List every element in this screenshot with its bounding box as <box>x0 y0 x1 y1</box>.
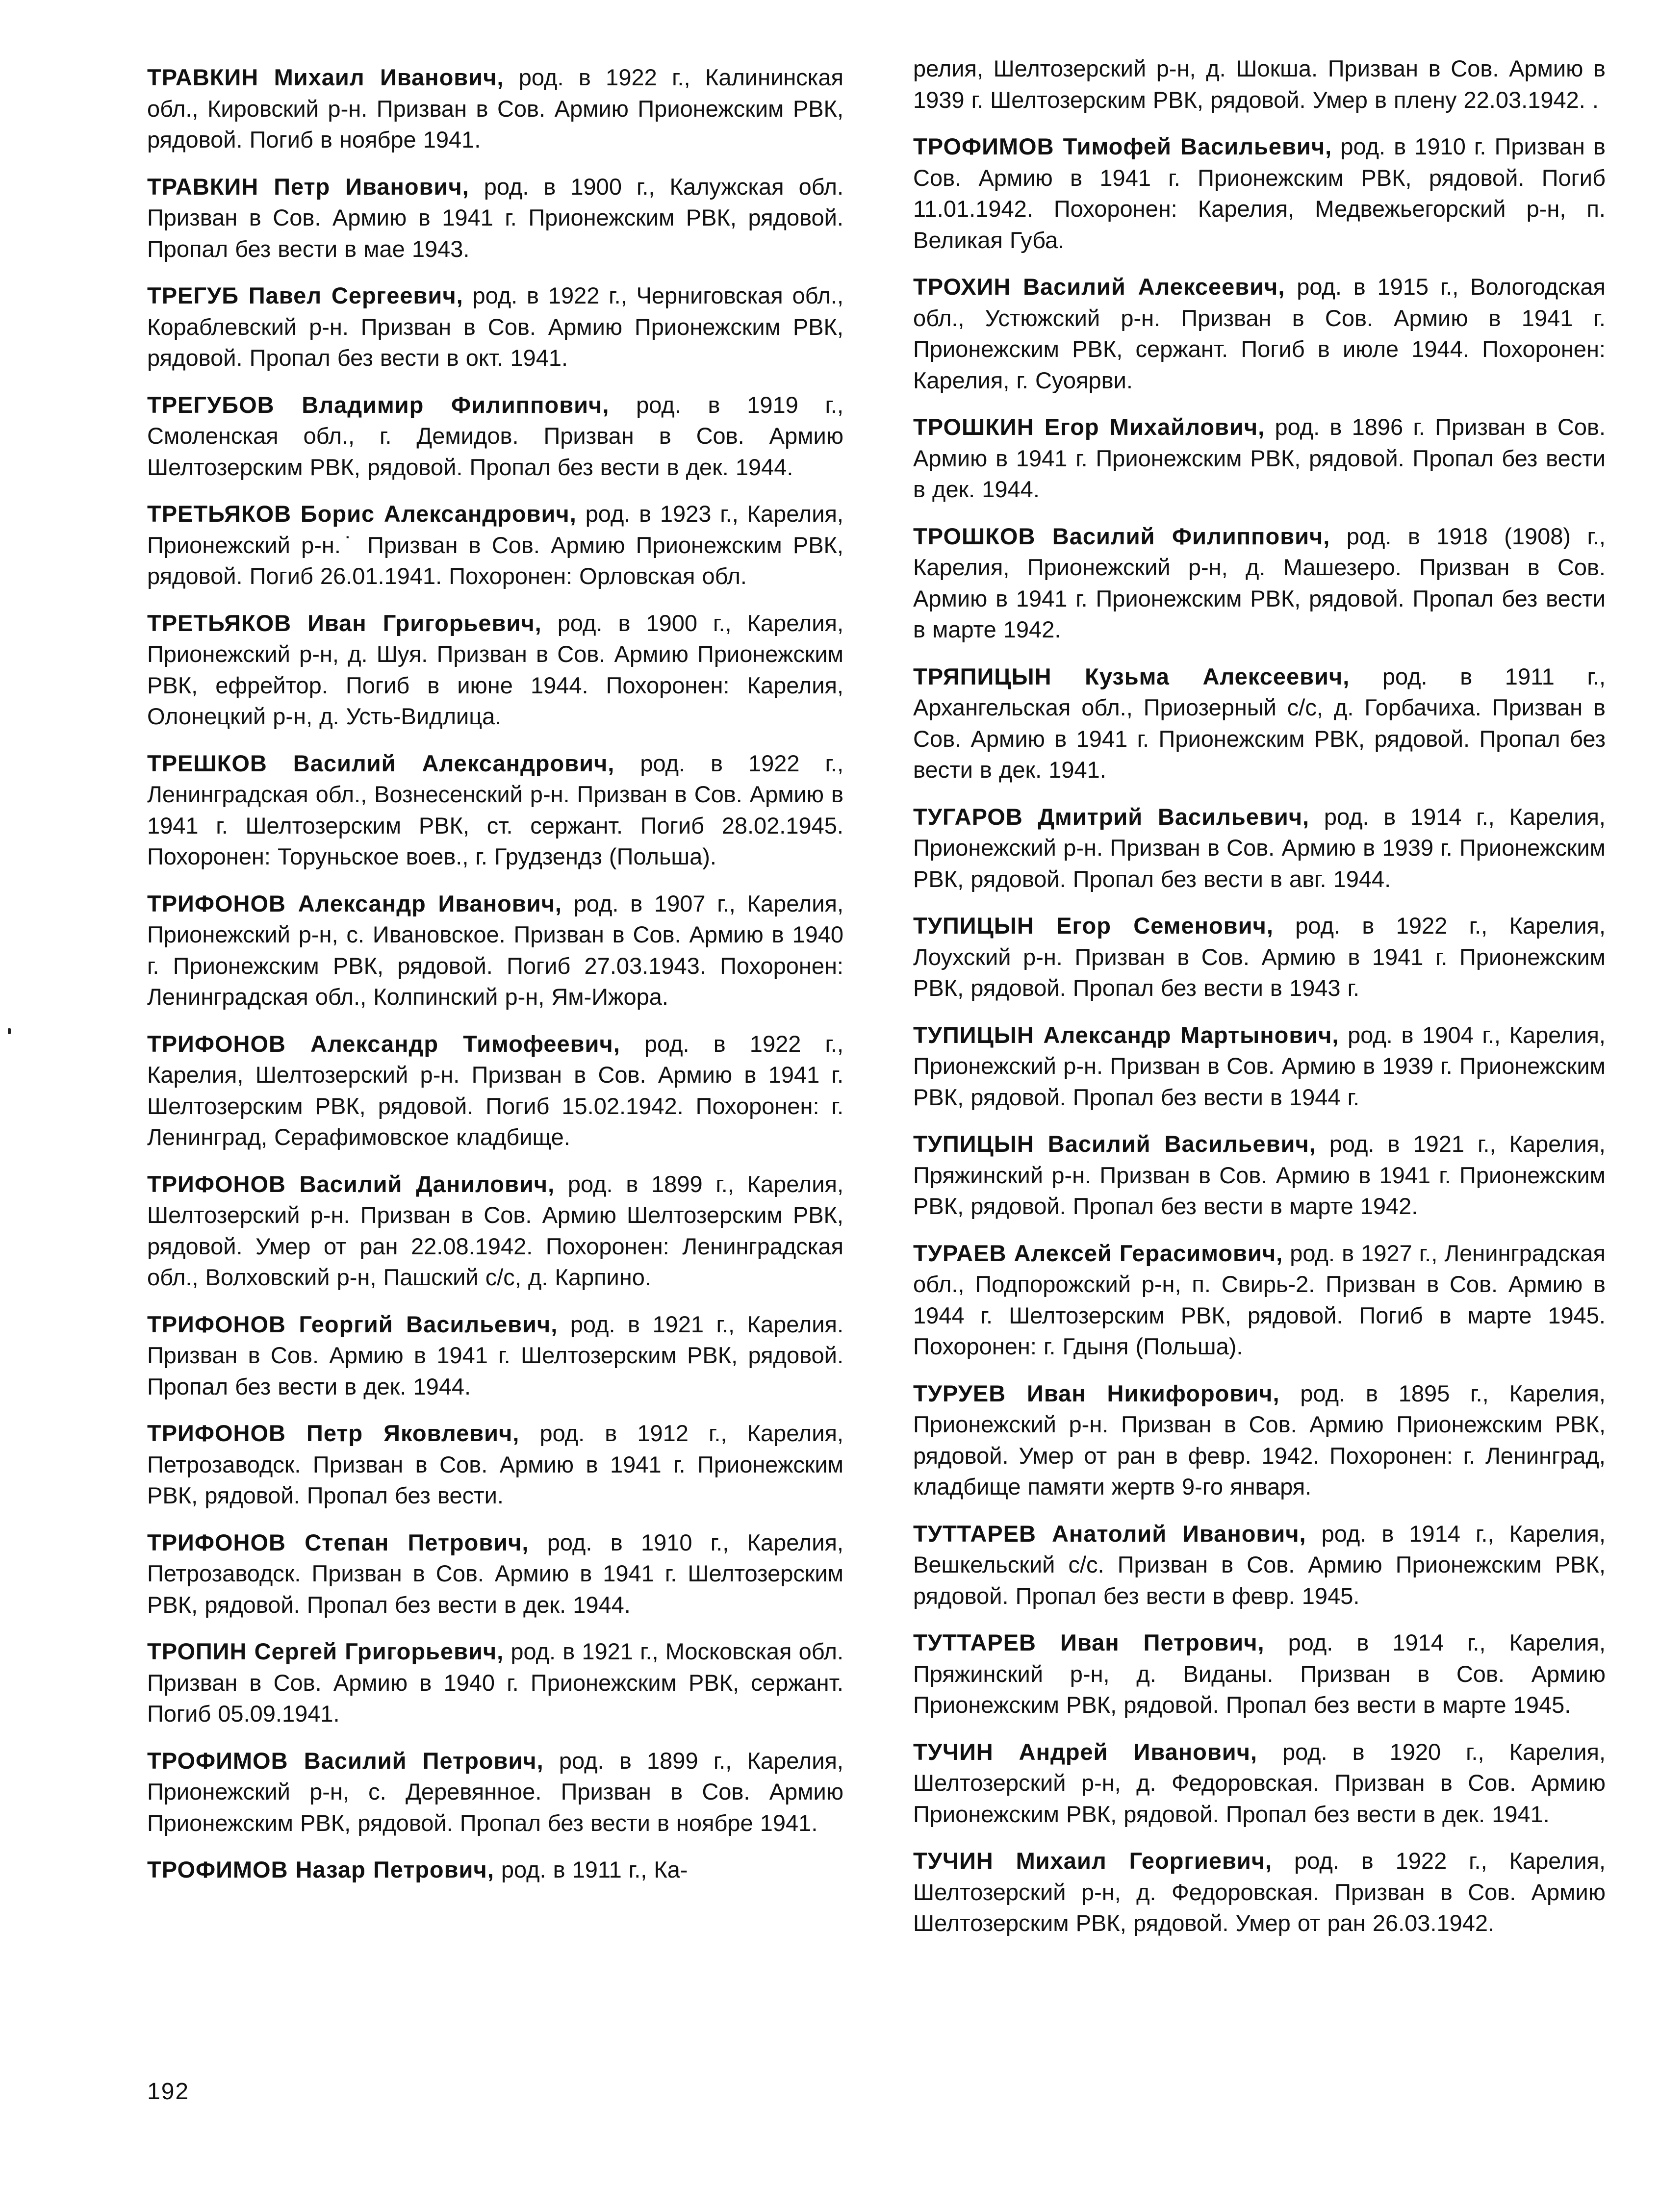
person-name: ТРАВКИН Михаил Иванович, <box>147 64 504 90</box>
biography-entry <box>913 1378 1606 1502</box>
biography-entry <box>913 1238 1606 1362</box>
person-name: ТРИФОНОВ Александр Тимофеевич, <box>147 1030 620 1057</box>
person-name: ТРОФИМОВ Тимофей Васильевич, <box>913 133 1332 159</box>
person-name: ТРОШКОВ Василий Филиппович, <box>913 523 1330 549</box>
person-bio: род. в 1895 г., Карелия, Прионежский р-н. Призван в Сов. Армию Прионежским РВК, рядовой. Умер от ран в февр. 1942. Похоронен: г. Ленинград, кладбище памяти жертв 9-го января. <box>913 1380 1606 1500</box>
person-name: ТРЕТЬЯКОВ Иван Григорьевич, <box>147 610 542 636</box>
biography-entry <box>913 801 1606 895</box>
biography-entry <box>147 62 843 155</box>
biography-entry <box>147 389 843 483</box>
biography-entry <box>913 661 1606 786</box>
person-bio: релия, Шелтозерский р-н, д. Шокша. Призван в Сов. Армию в 1939 г. Шелтозерским РВК, рядовой. Умер в плену 22.03.1942. . <box>913 55 1606 113</box>
biography-entry <box>913 1627 1606 1721</box>
person-bio: род. в 1907 г., Карелия, Прионежский р-н, с. Ивановское. Призван в Сов. Армию в 1940 г. Прионежским РВК, рядовой. Погиб 27.03.1943. Похоронен: Ленинградская обл., Колпинский р-н, Ям-Ижора. <box>147 890 844 1010</box>
person-name: ТРЕГУБ Павел Сергеевич, <box>147 282 463 308</box>
biography-entry <box>147 280 843 374</box>
person-bio: род. в 1914 г., Карелия, Прионежский р-н. Призван в Сов. Армию в 1939 г. Прионежским РВК, рядовой. Пропал без вести в авг. 1944. <box>913 803 1606 892</box>
person-bio: род. в 1922 г., Калининская обл., Кировский р-н. Призван в Сов. Армию Прионежским РВК, рядовой. Погиб в ноябре 1941. <box>147 64 843 153</box>
biography-entry <box>913 1736 1606 1830</box>
biography-entry <box>913 1518 1606 1612</box>
biography-entry <box>913 271 1606 396</box>
biography-entry <box>147 1636 843 1729</box>
person-bio: род. в 1922 г., Карелия, Шелтозерский р-н. Призван в Сов. Армию в 1941 г. Шелтозерским РВК, рядовой. Погиб 15.02.1942. Похоронен: г. Ленинград, Серафимовское кладбище. <box>147 1030 843 1150</box>
person-bio: род. в 1911 г., Ка- <box>501 1856 688 1882</box>
person-bio: род. в 1900 г., Карелия, Прионежский р-н, д. Шуя. Призван в Сов. Армию Прионежским РВК, ефрейтор. Погиб в июне 1944. Похоронен: Карелия, Олонецкий р-н, д. Усть-Видлица. <box>147 610 844 729</box>
person-name: ТРИФОНОВ Василий Данилович, <box>147 1170 555 1197</box>
person-name: ТРЕТЬЯКОВ Борис Александрович, <box>147 501 577 527</box>
person-name: ТУЧИН Михаил Георгиевич, <box>913 1848 1273 1874</box>
person-bio: род. в 1923 г., Карелия, Прионежский р-н.˙ Призван в Сов. Армию Прионежским РВК, рядовой. Погиб 26.01.1941. Похоронен: Орловская обл. <box>147 501 843 589</box>
biography-entry <box>913 1019 1606 1113</box>
person-name: ТРЕШКОВ Василий Александрович, <box>147 750 615 776</box>
biography-entry <box>147 1309 843 1402</box>
person-bio: род. в 1921 г., Московская обл. Призван в Сов. Армию в 1940 г. Прионежским РВК, сержант. Погиб 05.09.1941. <box>147 1638 843 1727</box>
person-bio: род. в 1919 г., Смоленская обл., г. Демидов. Призван в Сов. Армию Шелтозерским РВК, рядовой. Пропал без вести в дек. 1944. <box>147 391 843 480</box>
person-name: ТРОШКИН Егор Михайлович, <box>913 414 1265 440</box>
person-bio: род. в 1899 г., Карелия, Прионежский р-н, с. Деревянное. Призван в Сов. Армию Прионежским РВК, рядовой. Пропал без вести в ноябре 1941. <box>147 1747 843 1836</box>
person-name: ТРИФОНОВ Георгий Васильевич, <box>147 1311 558 1337</box>
biography-entry <box>913 131 1606 255</box>
person-bio: род. в 1899 г., Карелия, Шелтозерский р-н. Призван в Сов. Армию Шелтозерским РВК, рядовой. Умер от ран 22.08.1942. Похоронен: Ленинградская обл., Волховский р-н, Пашский с/с, д. Карпино. <box>147 1170 843 1290</box>
biography-entry <box>147 888 843 1013</box>
person-bio: род. в 1910 г. Призван в Сов. Армию в 1941 г. Прионежским РВК, рядовой. Погиб 11.01.1942. Похоронен: Карелия, Медвежьегорский р-н, п. Великая Губа. <box>913 133 1606 253</box>
person-name: ТРОПИН Сергей Григорьевич, <box>147 1638 504 1664</box>
person-bio: род. в 1896 г. Призван в Сов. Армию в 1941 г. Прионежским РВК, рядовой. Пропал без вести в дек. 1944. <box>913 414 1606 502</box>
person-name: ТРИФОНОВ Александр Иванович, <box>147 890 562 916</box>
person-name: ТРАВКИН Петр Иванович, <box>147 173 469 200</box>
biography-entry <box>147 748 843 872</box>
biography-entry <box>913 1845 1606 1939</box>
person-name: ТУРАЕВ Алексей Герасимович, <box>913 1240 1283 1266</box>
person-name: ТУЧИН Андрей Иванович, <box>913 1738 1257 1765</box>
biography-entry <box>913 411 1606 505</box>
person-bio: род. в 1904 г., Карелия, Прионежский р-н. Призван в Сов. Армию в 1939 г. Прионежским РВК, рядовой. Пропал без вести в 1944 г. <box>913 1021 1606 1110</box>
person-name: ТРИФОНОВ Петр Яковлевич, <box>147 1420 520 1446</box>
person-bio: род. в 1915 г., Вологодская обл., Устюжский р-н. Призван в Сов. Армию в 1941 г. Прионежским РВК, сержант. Погиб в июле 1944. Похоронен: Карелия, г. Суоярви. <box>913 274 1606 393</box>
biography-entry <box>147 1169 843 1293</box>
person-name: ТРИФОНОВ Степан Петрович, <box>147 1529 529 1555</box>
biography-entry <box>913 1128 1606 1222</box>
biography-entry <box>913 521 1606 645</box>
person-name: ТУТТАРЕВ Иван Петрович, <box>913 1629 1265 1655</box>
person-bio: род. в 1918 (1908) г., Карелия, Прионежский р-н, д. Машезеро. Призван в Сов. Армию в 1941 г. Прионежским РВК, рядовой. Пропал без вести в марте 1942. <box>913 523 1606 642</box>
person-name: ТРЯПИЦЫН Кузьма Алексеевич, <box>913 663 1350 689</box>
biography-entry <box>147 1028 843 1153</box>
person-bio: род. в 1927 г., Ленинградская обл., Подпорожский р-н, п. Свирь-2. Призван в Сов. Армию в 1944 г. Шелтозерским РВК, рядовой. Погиб в марте 1945. Похоронен: г. Гдыня (Польша). <box>913 1240 1606 1359</box>
biography-entry <box>913 53 1606 115</box>
person-bio: род. в 1922 г., Карелия, Лоухский р-н. Призван в Сов. Армию в 1941 г. Прионежским РВК, рядовой. Пропал без вести в 1943 г. <box>913 913 1606 1001</box>
person-bio: род. в 1914 г., Карелия, Вешкельский с/с. Призван в Сов. Армию Прионежским РВК, рядовой. Пропал без вести в февр. 1945. <box>913 1520 1606 1609</box>
biography-entry <box>147 1745 843 1839</box>
left-column <box>147 62 843 1901</box>
person-name: ТРОХИН Василий Алексеевич, <box>913 274 1285 300</box>
biography-entry <box>147 1418 843 1511</box>
biography-entry <box>147 1854 843 1885</box>
person-name: ТУТТАРЕВ Анатолий Иванович, <box>913 1520 1306 1547</box>
person-bio: род. в 1921 г., Карелия. Призван в Сов. Армию в 1941 г. Шелтозерским РВК, рядовой. Пропал без вести в дек. 1944. <box>147 1311 844 1399</box>
person-bio: род. в 1922 г., Карелия, Шелтозерский р-н, д. Федоровская. Призван в Сов. Армию Шелтозерским РВК, рядовой. Умер от ран 26.03.1942. <box>913 1848 1606 1936</box>
biography-entry <box>147 171 843 265</box>
person-bio: род. в 1912 г., Карелия, Петрозаводск. Призван в Сов. Армию в 1941 г. Прионежским РВК, рядовой. Пропал без вести. <box>147 1420 843 1508</box>
person-name: ТУПИЦЫН Александр Мартынович, <box>913 1021 1339 1048</box>
person-bio: род. в 1921 г., Карелия, Пряжинский р-н. Призван в Сов. Армию в 1941 г. Прионежским РВК, рядовой. Пропал без вести в марте 1942. <box>913 1131 1606 1219</box>
person-bio: род. в 1900 г., Калужская обл. Призван в Сов. Армию в 1941 г. Прионежским РВК, рядовой. Пропал без вести в мае 1943. <box>147 173 844 262</box>
person-name: ТРОФИМОВ Назар Петрович, <box>147 1856 494 1882</box>
biography-entry <box>913 910 1606 1004</box>
biography-entry <box>147 608 843 732</box>
person-bio: род. в 1914 г., Карелия, Пряжинский р-н, д. Виданы. Призван в Сов. Армию Прионежским РВК, рядовой. Пропал без вести в марте 1945. <box>913 1629 1606 1718</box>
person-name: ТУПИЦЫН Егор Семенович, <box>913 913 1274 939</box>
person-bio: род. в 1922 г., Черниговская обл., Кораблевский р-н. Призван в Сов. Армию Прионежским РВК, рядовой. Пропал без вести в окт. 1941. <box>147 282 843 371</box>
person-name: ТУГАРОВ Дмитрий Васильевич, <box>913 803 1310 830</box>
biography-entry <box>147 498 843 592</box>
person-name: ТУРУЕВ Иван Никифорович, <box>913 1380 1280 1406</box>
page-number: 192 <box>147 2079 190 2105</box>
biography-entry <box>147 1527 843 1621</box>
person-bio: род. в 1922 г., Ленинградская обл., Вознесенский р-н. Призван в Сов. Армию в 1941 г. Шелтозерским РВК, ст. сержант. Погиб 28.02.1945. Похоронен: Торуньское воев., г. Грудзендз (Польша). <box>147 750 843 869</box>
person-name: ТРЕГУБОВ Владимир Филиппович, <box>147 391 610 418</box>
person-bio: род. в 1920 г., Карелия, Шелтозерский р-н, д. Федоровская. Призван в Сов. Армию Прионежским РВК, рядовой. Пропал без вести в дек. 1941. <box>913 1738 1606 1827</box>
scan-speck <box>8 1028 11 1034</box>
person-bio: род. в 1910 г., Карелия, Петрозаводск. Призван в Сов. Армию в 1941 г. Шелтозерским РВК, рядовой. Пропал без вести в дек. 1944. <box>147 1529 843 1618</box>
person-bio: род. в 1911 г., Архангельская обл., Приозерный с/с, д. Горбачиха. Призван в Сов. Армию в 1941 г. Прионежским РВК, рядовой. Пропал без вести в дек. 1941. <box>913 663 1606 783</box>
person-name: ТРОФИМОВ Василий Петрович, <box>147 1747 544 1774</box>
right-column <box>913 53 1606 1955</box>
person-name: ТУПИЦЫН Василий Васильевич, <box>913 1131 1316 1157</box>
